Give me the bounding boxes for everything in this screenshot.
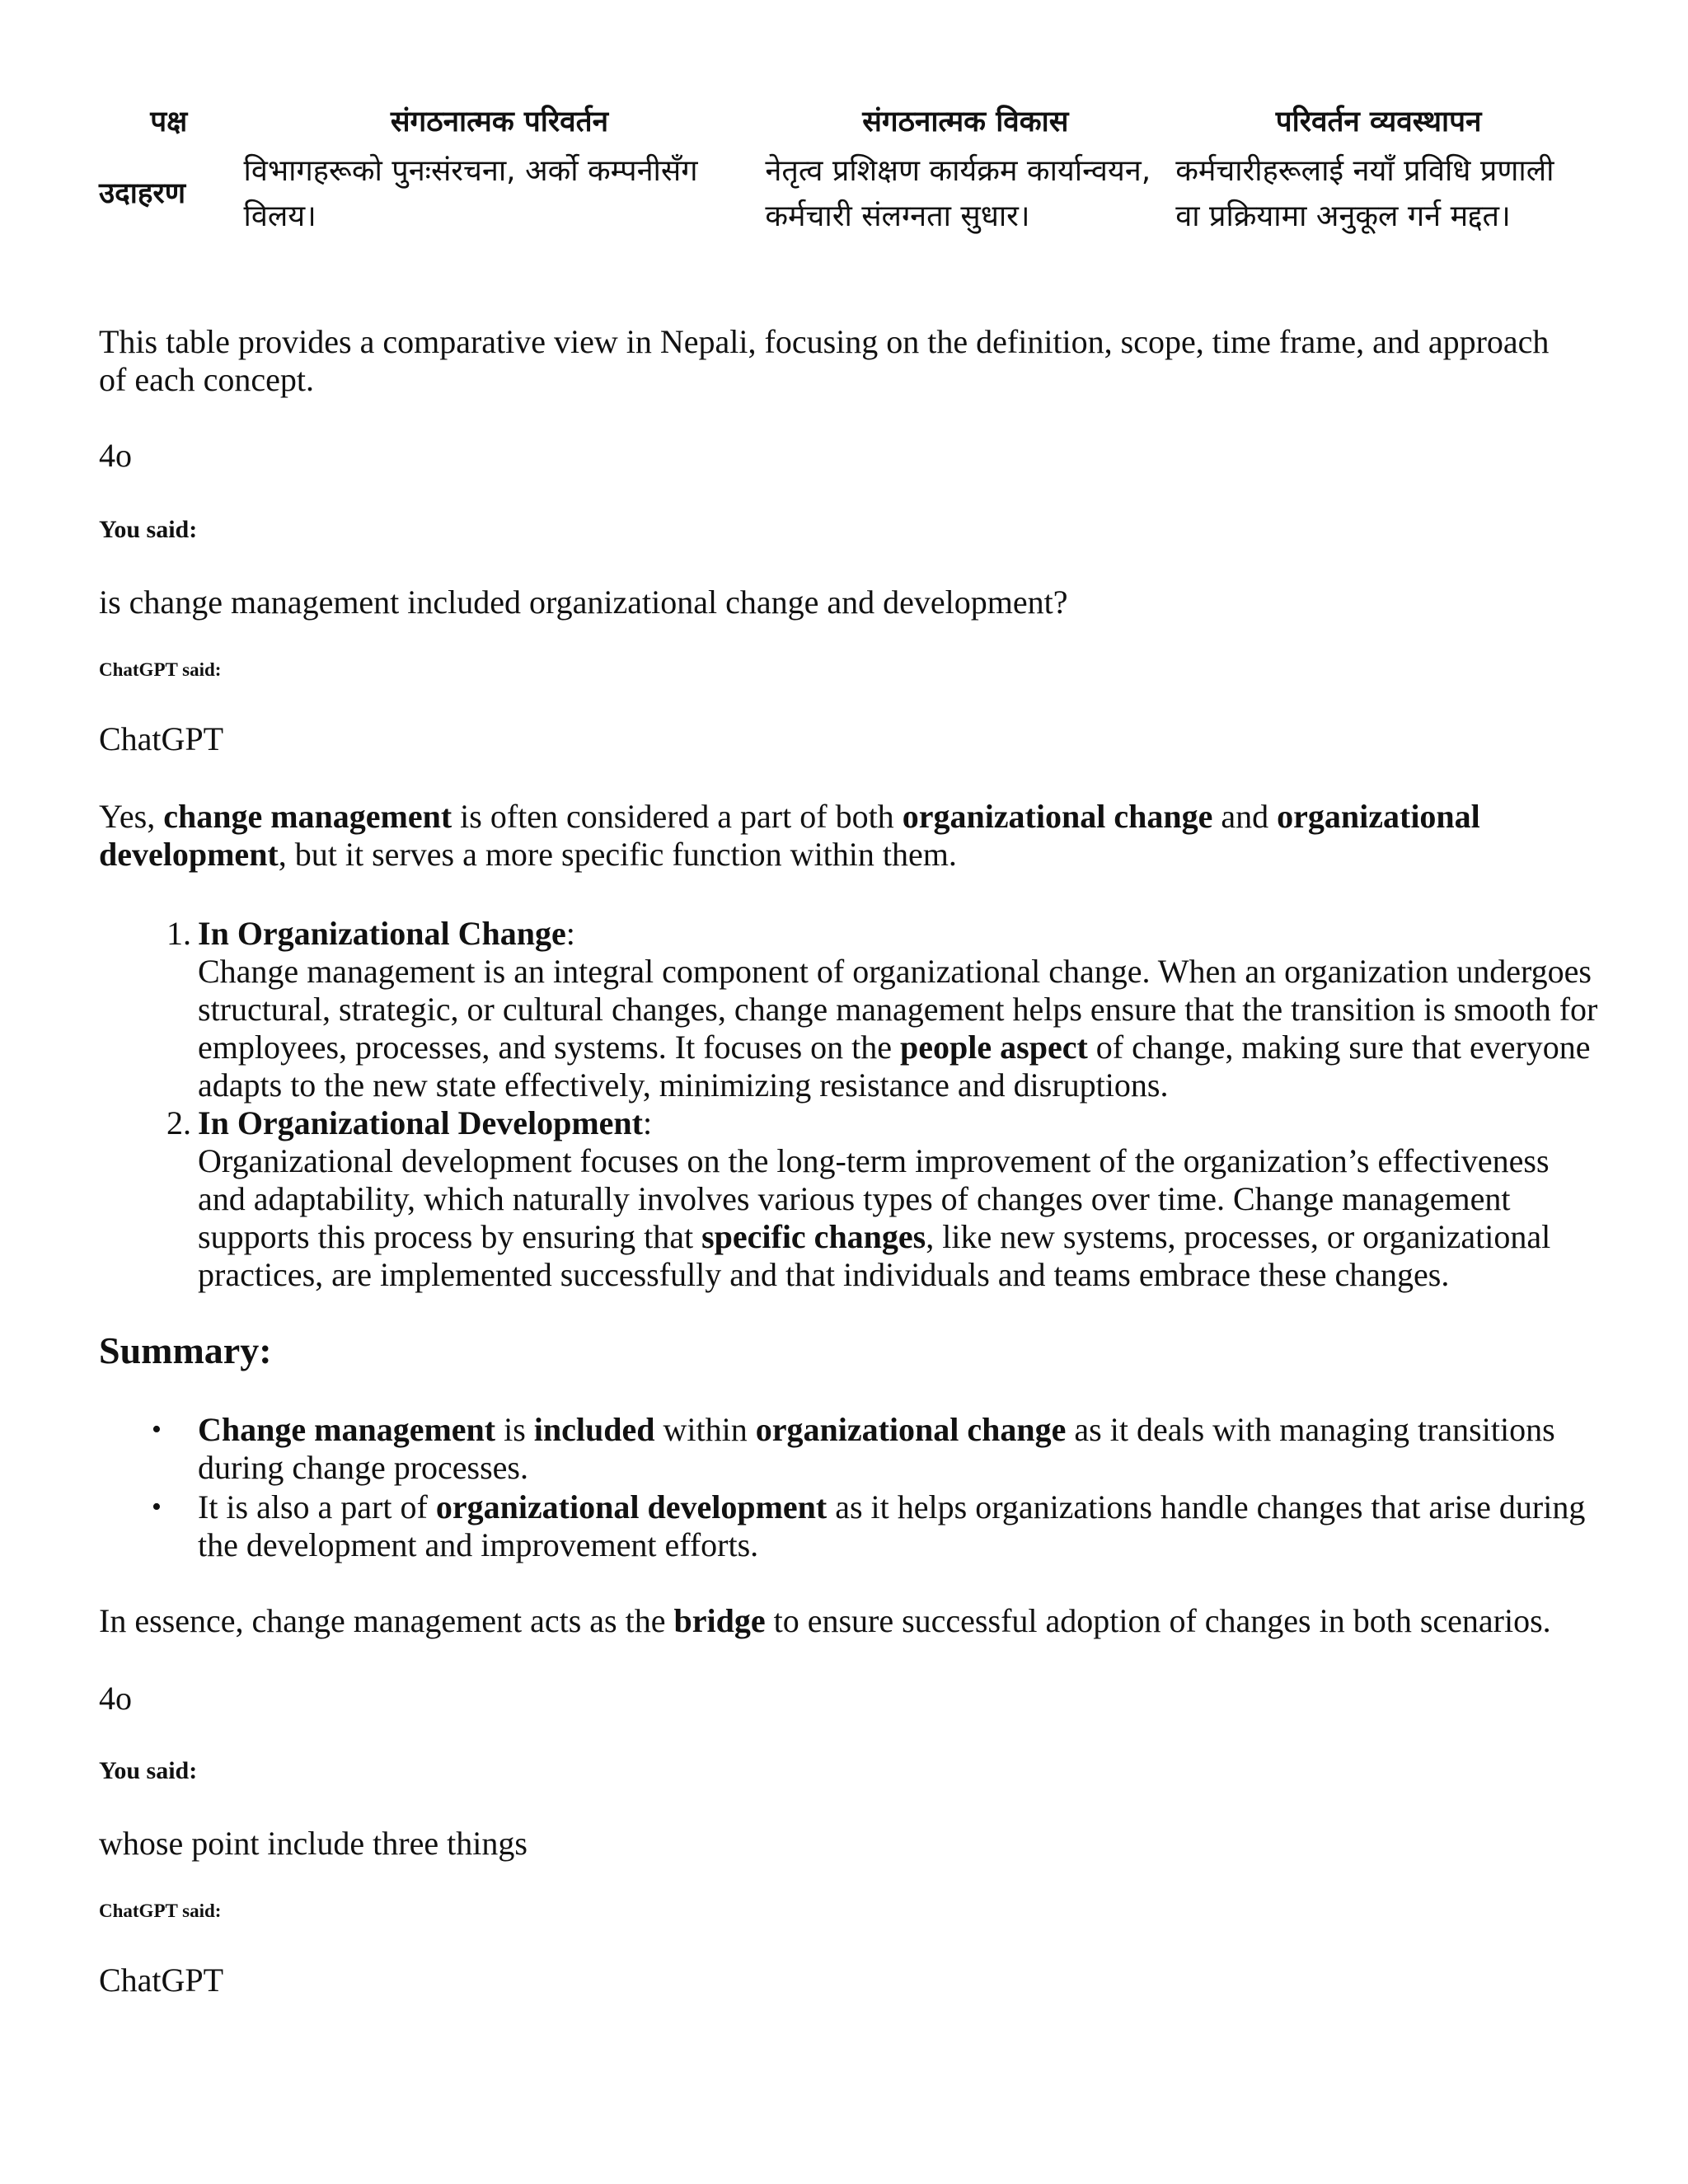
bullet-icon: • [152, 1414, 162, 1445]
text-run: to ensure successful adoption of changes in both scenarios. [765, 1602, 1551, 1639]
text-run: : [642, 1104, 653, 1141]
bold-term: organizational development [435, 1488, 828, 1526]
bold-term: people aspect [900, 1029, 1088, 1066]
list-item [99, 1104, 1599, 1294]
row-label: उदाहरण [99, 176, 186, 210]
list-item-title [198, 1104, 1599, 1142]
essence-paragraph [99, 1602, 1582, 1640]
text-run: : [565, 915, 575, 952]
assistant-name: ChatGPT [99, 720, 224, 757]
user-message: whose point include three things [99, 1825, 528, 1862]
bold-term: specific changes [701, 1218, 926, 1255]
text-run: is often considered a part of both [452, 798, 903, 835]
list-number: 1. [166, 915, 191, 952]
bold-term: organizational change [902, 798, 1213, 835]
you-said-label: You said: [99, 1757, 198, 1784]
bold-term: included [533, 1411, 655, 1448]
list-number: 2. [166, 1104, 191, 1141]
list-item [99, 1411, 1599, 1487]
text-run: as it helps organizations handle changes that arise during the development and improvement efforts. [198, 1488, 1586, 1563]
model-tag: 4o [99, 1680, 132, 1717]
text-run: and [1212, 798, 1278, 835]
bold-term: organizational change [755, 1411, 1067, 1448]
column-header: संगठनात्मक विकास [862, 105, 1069, 138]
column-header: परिवर्तन व्यवस्थापन [1275, 105, 1482, 138]
list-item [99, 915, 1599, 1104]
bullet-icon: • [152, 1492, 162, 1522]
you-said-label: You said: [99, 516, 198, 543]
summary-heading: Summary: [99, 1329, 272, 1371]
list-item-title-text: In Organizational Development [198, 1104, 643, 1141]
bold-term: organizational development [99, 798, 1480, 873]
column-header: संगठनात्मक परिवर्तन [390, 105, 608, 138]
text-run: , but it serves a more specific function within them. [278, 836, 957, 873]
text-run: is [495, 1411, 534, 1448]
chatgpt-said-label: ChatGPT said: [99, 659, 222, 680]
text-run: In essence, change management acts as the [99, 1602, 674, 1639]
table-cell: कर्मचारीहरूलाई नयाँ प्रविधि प्रणाली वा प्रक्रियामा अनुकूल गर्न मद्दत। [1175, 154, 1554, 233]
text-run: of change, making sure that everyone adapts to the new state effectively, minimizing resistance and disruptions. [198, 1029, 1591, 1104]
chatgpt-said-label: ChatGPT said: [99, 1900, 222, 1921]
answer-intro-paragraph [99, 798, 1582, 874]
list-item [99, 1488, 1599, 1564]
table-cell: विभागहरूको पुनःसंरचना, अर्को कम्पनीसँग विलय। [243, 154, 698, 233]
text-run: Yes, [99, 798, 164, 835]
text-run: within [654, 1411, 756, 1448]
bullet-list [99, 1411, 1599, 1564]
comparison-table [99, 97, 1587, 239]
bold-term: Change management [198, 1411, 496, 1448]
text-run: It is also a part of [198, 1488, 436, 1526]
model-tag: 4o [99, 437, 132, 474]
column-header: पक्ष [150, 105, 188, 138]
bold-term: change management [163, 798, 452, 835]
list-item-body [198, 1142, 1599, 1294]
table-header-row [99, 97, 1587, 148]
text-run: Change management is an integral component of organizational change. When an organization undergoes structural, strategic, or cultural changes, change management helps ensure that the transition is smooth for employees, processes, and systems. It focuses on the [198, 953, 1598, 1066]
list-item-title [198, 915, 1599, 953]
text-run: Organizational development focuses on the long-term improvement of the organization’s effectiveness and adaptability, which naturally involves various types of changes over time. Change management supports this process by ensuring that [198, 1142, 1550, 1255]
bold-term: bridge [673, 1602, 766, 1639]
table-cell: नेतृत्व प्रशिक्षण कार्यक्रम कार्यान्वयन, कर्मचारी संलग्नता सुधार। [765, 154, 1151, 233]
numbered-list [99, 915, 1599, 1294]
intro-paragraph: This table provides a comparative view in Nepali, focusing on the definition, scope, time frame, and approach of each concept. [99, 323, 1550, 398]
user-message: is change management included organizational change and development? [99, 583, 1068, 621]
table-row [99, 148, 1587, 239]
list-item-body [198, 953, 1599, 1104]
text-run: , like new systems, processes, or organizational practices, are implemented successfully and that individuals and teams embrace these changes. [198, 1218, 1551, 1293]
list-item-title-text: In Organizational Change [198, 915, 566, 952]
assistant-name: ChatGPT [99, 1961, 224, 1999]
text-run: as it deals with managing transitions during change processes. [198, 1411, 1555, 1486]
